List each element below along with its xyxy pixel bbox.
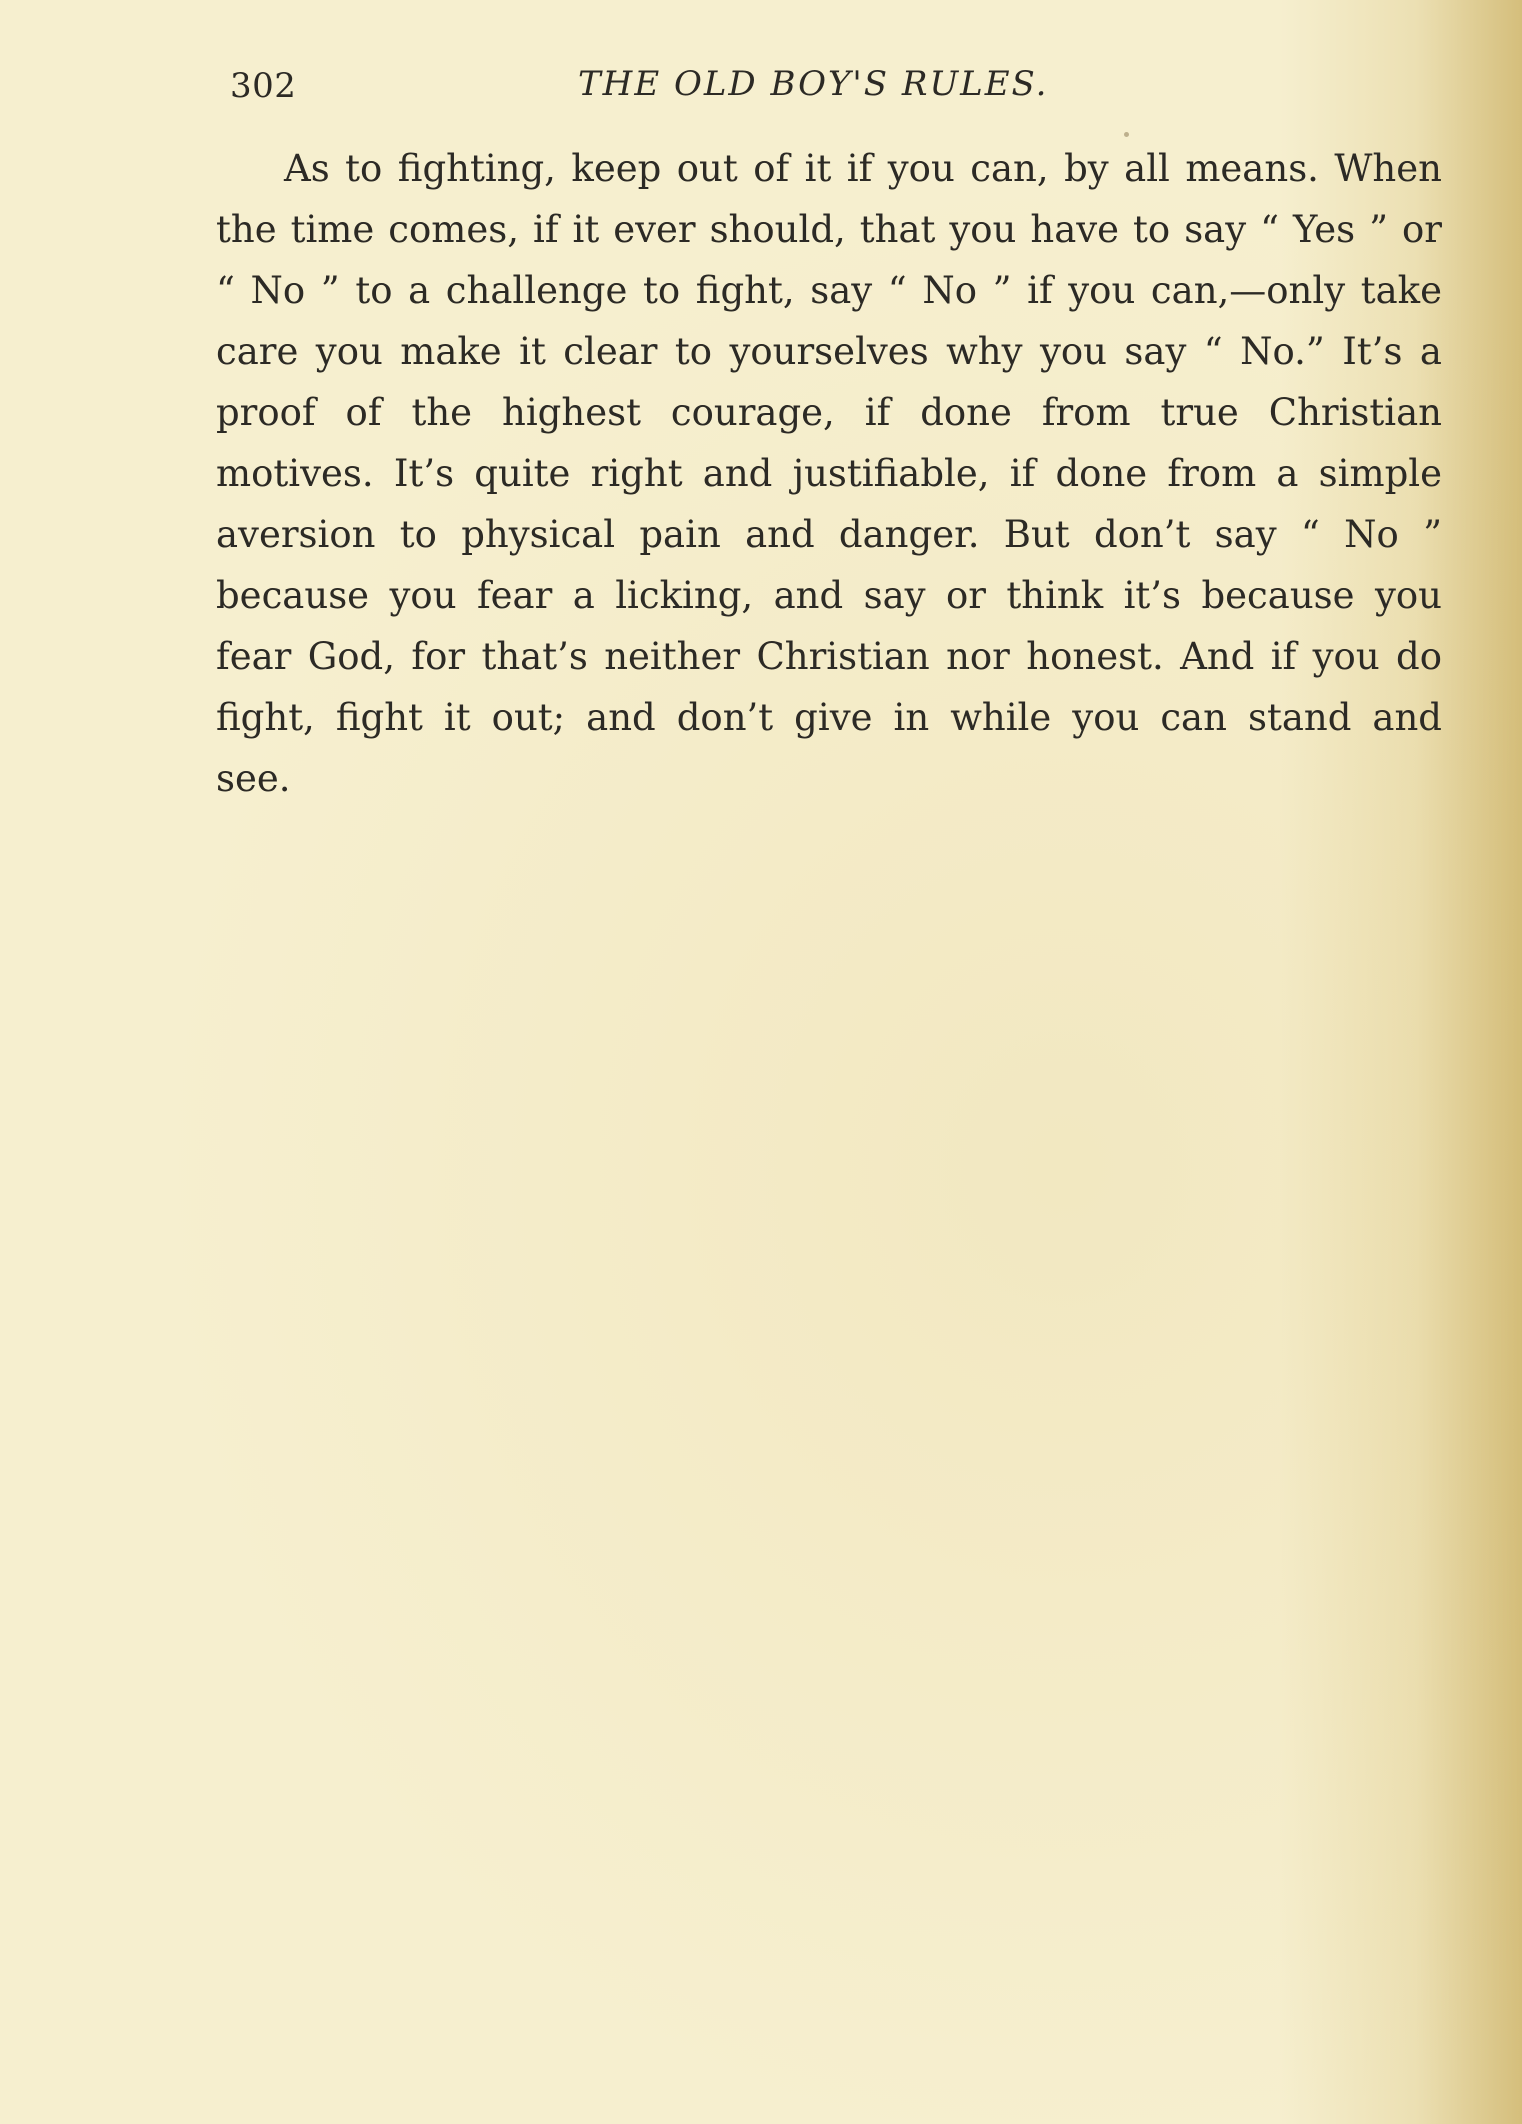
body-paragraph: As to fighting, keep out of it if you can, by all means. When the time comes, if it ever should, that you have to say “ Yes ” or “ No ” to a challenge to fight, say “ No ” if you can,—only take care you make it clear to yourselves why you say “ No.” It’s a proof of the highest courage, if done from true Christian motives. It’s quite right and justifiable, if done from a simple aversion to physical pain and danger. But don’t say “ No ” because you fear a licking, and say or think it’s because you fear God, for that’s neither Christian nor honest. And if you do fight, fight it out; and don’t give in while you can stand and see.: [216, 147, 1442, 800]
running-head: [0, 60, 1522, 110]
paper-speck: [1124, 132, 1129, 137]
running-title: THE OLD BOY'S RULES.: [578, 64, 1049, 104]
page-number: 302: [230, 66, 297, 106]
